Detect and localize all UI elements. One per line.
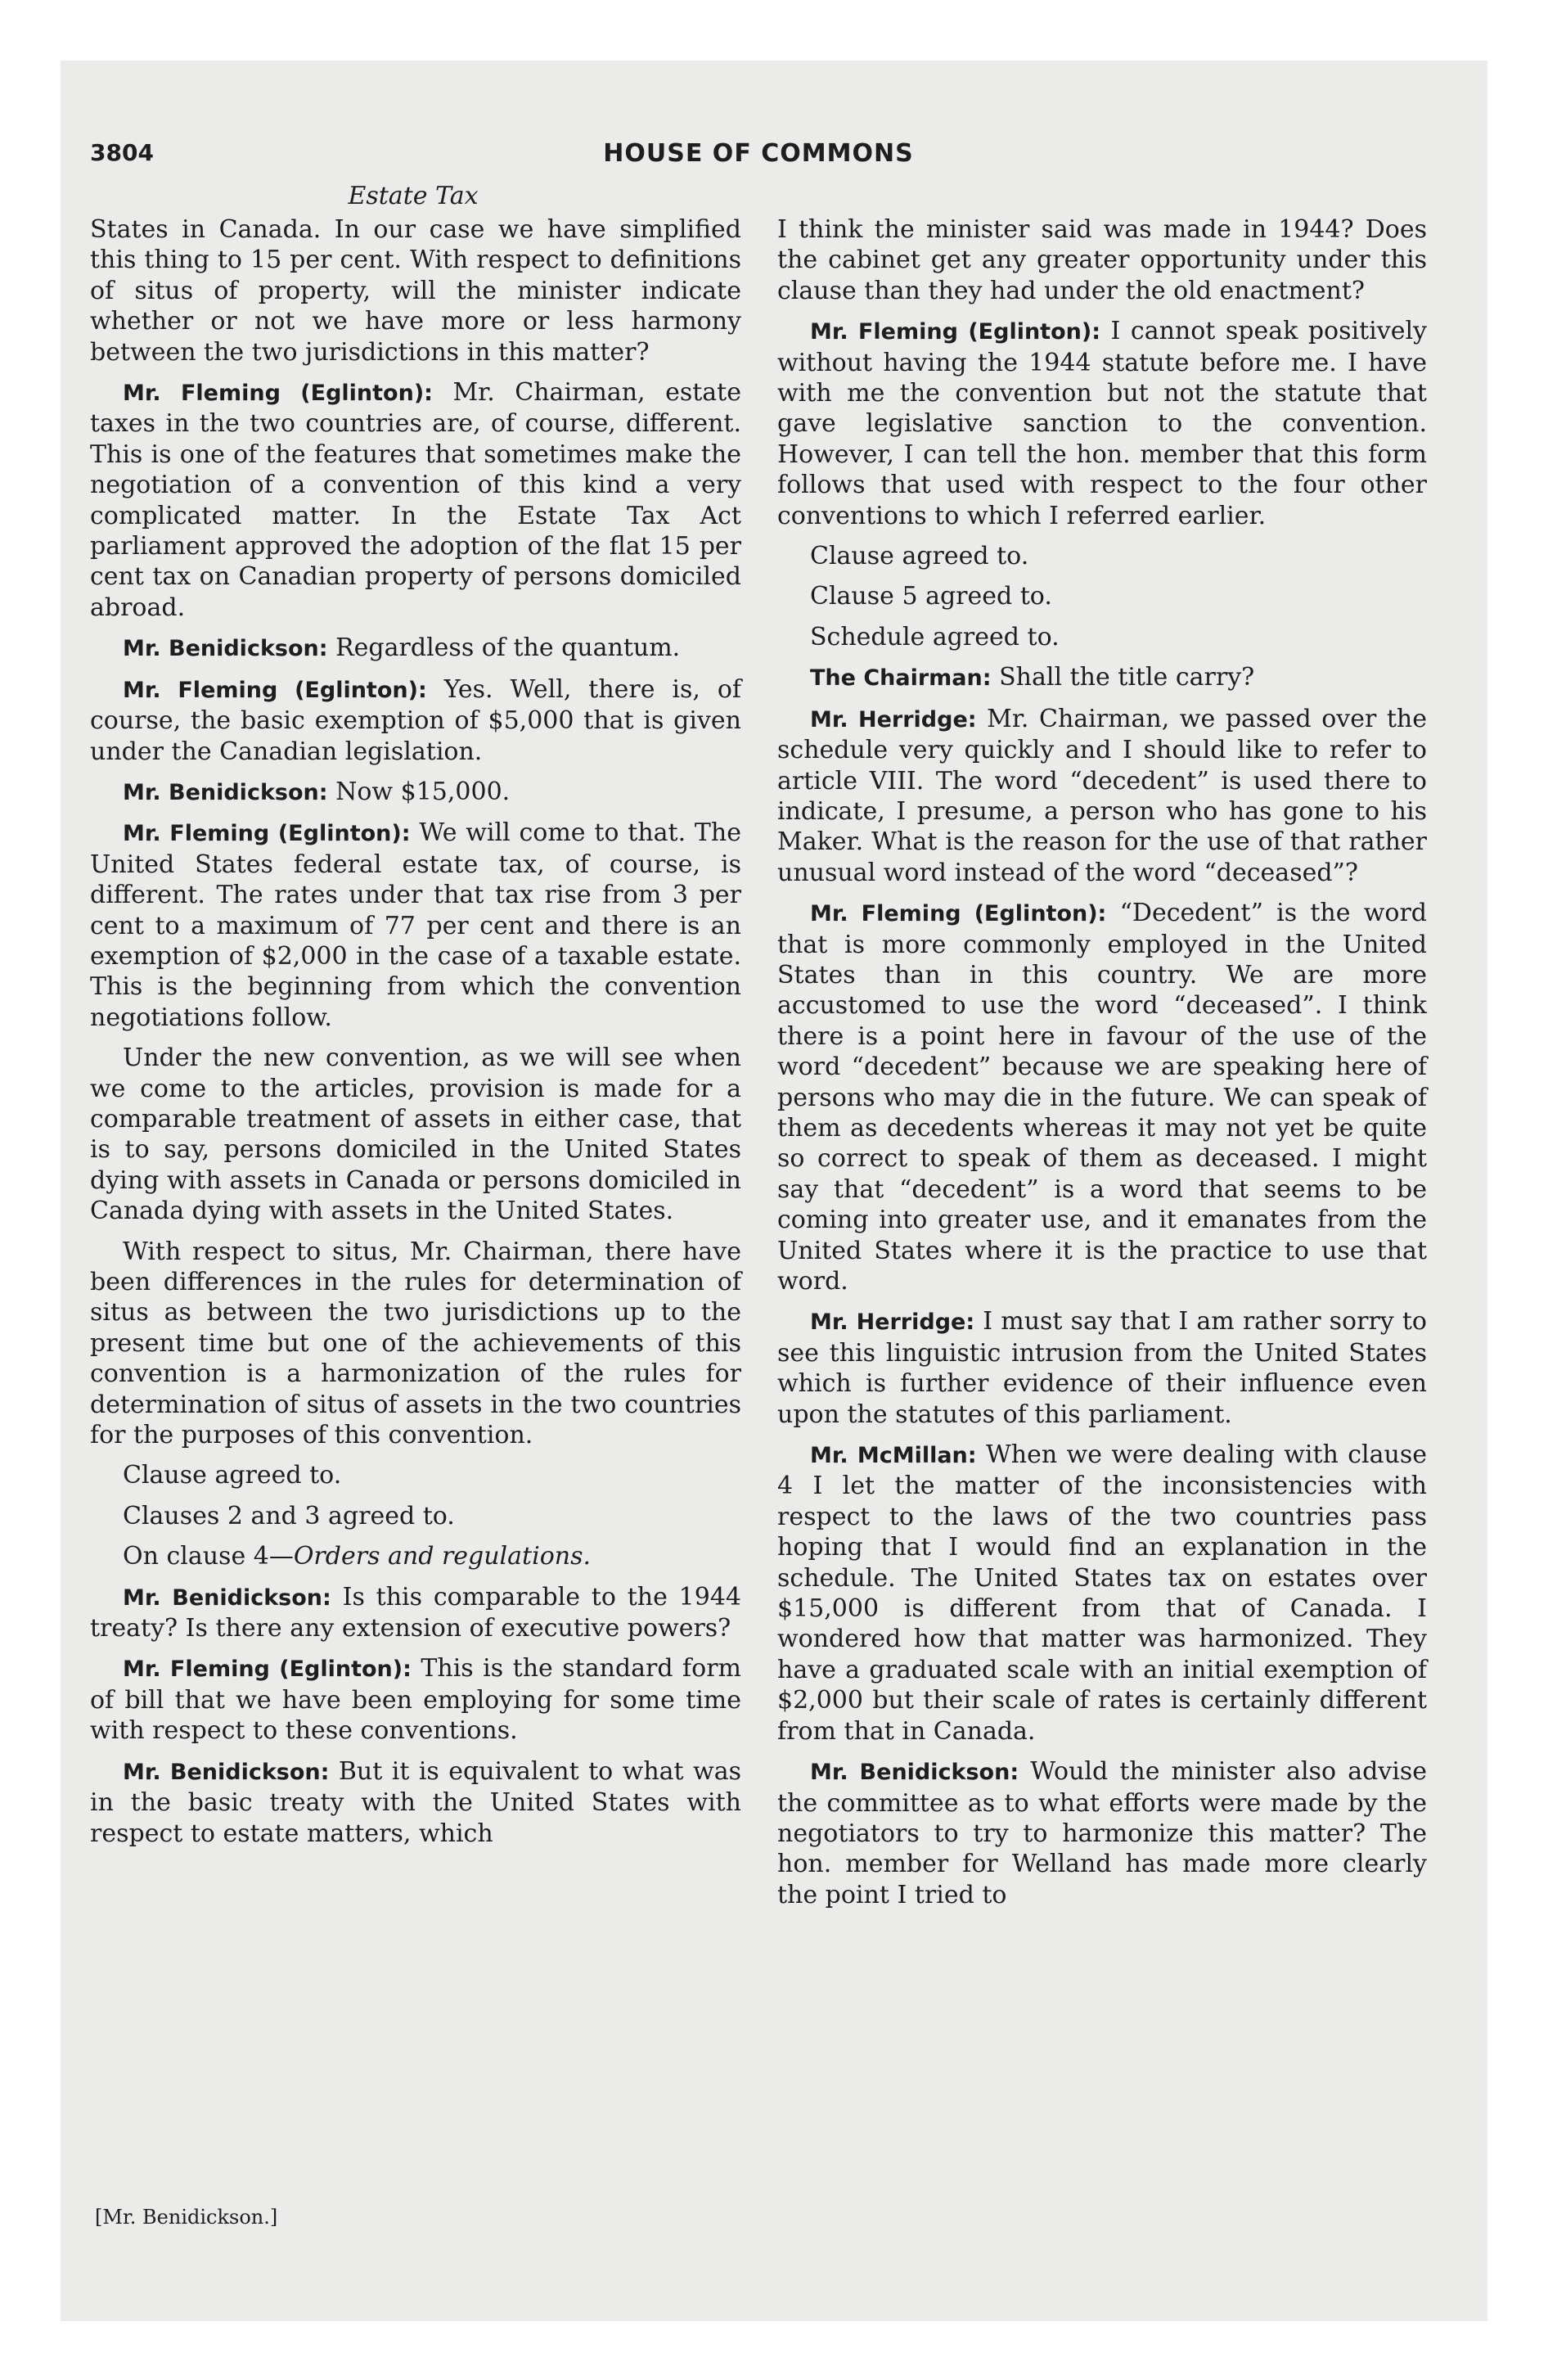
speaker-name: Mr. Benidickson: [810,1760,1019,1786]
paragraph [90,214,741,367]
page-number: 3804 [90,139,154,166]
paragraph [777,1306,1427,1430]
paragraph [777,898,1427,1296]
paragraph-text: States in Canada. In our case we have simplified this thing to 15 per cent. With respect to definitions of situs of property, will the minister indicate whether or not we have more or less harmony between the two jurisdictions in this matter? [90,215,741,367]
paragraph-text: But it is equivalent to what was in the basic treaty with the United States with respect to estate matters, which [90,1756,741,1848]
speaker-name: Mr. Benidickson: [123,1759,330,1785]
paragraph-text: When we were dealing with clause 4 I let the matter of the inconsistencies with respect to the laws of the two countries pass hoping that I would find an explanation in the schedule. The United States tax on estates over $15,000 is different from that of Canada. I wondered how that matter was harmonized. They have a graduated scale with an initial exemption of $2,000 but their scale of rates is certainly different from that in Canada. [777,1440,1427,1746]
paragraph [777,316,1427,531]
paragraph [777,662,1427,693]
paragraph-text: Clause agreed to. [810,542,1029,571]
running-head: HOUSE OF COMMONS [603,139,914,168]
speaker-name: Mr. McMillan: [810,1443,977,1469]
paragraph-text: Schedule agreed to. [810,622,1060,651]
paragraph [90,1582,741,1644]
paragraph [90,674,741,767]
speaker-name: Mr. Fleming (Eglinton): [123,677,427,703]
speaker-name: Mr. Benidickson: [123,636,328,662]
paragraph [777,581,1427,611]
paragraph-text: On clause 4— [123,1542,294,1571]
paragraph-text: Clause 5 agreed to. [810,582,1052,611]
paragraph-text: This is the standard form of bill that we have been employing for some time with respect to these conventions. [90,1654,741,1746]
paragraph [90,1460,741,1490]
paragraph-text: I think the minister said was made in 1944? Does the cabinet get any greater opportunity under this clause than they had under the old enactment? [777,215,1427,305]
paragraph [777,622,1427,652]
paragraph-text: Under the new convention, as we will see when we come to the articles, provision is made for a comparable treatment of assets in either case, that is to say, persons domiciled in the United States dying with assets in Canada or persons domiciled in Canada dying with assets in the United States. [90,1044,741,1226]
paragraph-text: Now $15,000. [335,777,511,806]
speaker-name: Mr. Herridge: [810,1309,975,1336]
paragraph-text: Is this comparable to the 1944 treaty? Is there any extension of executive powers? [90,1582,742,1643]
paragraph [90,777,741,808]
right-column [777,214,1427,1920]
paragraph-text: Mr. Chairman, we passed over the schedule very quickly and I should like to refer to article VIII. The word “decedent” is used there to indicate, I presume, a person who has gone to his Maker. What is the reason for the use of that rather unusual word instead of the word “deceased”? [777,704,1427,887]
speaker-name: Mr. Benidickson: [123,779,328,805]
speaker-name: Mr. Fleming (Eglinton): [123,821,411,847]
paragraph [90,818,741,1033]
paragraph-text: I cannot speak positively without having the 1944 statute before me. I have with me the convention but not the statute that gave legislative sanction to the convention. However, I can tell the hon. member that this form follows that used with respect to the four other conventions to which I referred earlier. [777,317,1427,530]
paragraph-text: Would the minister also advise the committee as to what efforts were made by the negotiators to try to harmonize this matter? The hon. member for Welland has made more clearly the point I tried to [777,1757,1427,1909]
paragraph-text: Clauses 2 and 3 agreed to. [123,1501,455,1530]
paragraph [90,1501,741,1531]
speaker-name: Mr. Fleming (Eglinton): [123,1657,412,1683]
paragraph-text: With respect to situs, Mr. Chairman, there have been differences in the rules for determination of situs as between the two jurisdictions up to the present time but one of the achievements of this convention is a harmonization of the rules for determination of situs of assets in the two countries for the purposes of this convention. [90,1237,741,1450]
paragraph [90,1653,741,1746]
speaker-name: Mr. Benidickson: [123,1584,331,1611]
paragraph-text: “Decedent” is the word that is more commonly employed in the United States than in this country. We are more accustomed to use the word “deceased”. I think there is a point here in favour of the use of the word “decedent” because we are speaking here of persons who may die in the future. We can speak of them as decedents whereas it may not yet be quite so correct to speak of them as deceased. I might say that “decedent” is a word that seems to be coming into greater use, and it emanates from the United States where it is the practice to use that word. [777,899,1427,1296]
speaker-name: Mr. Fleming (Eglinton): [810,901,1107,927]
paragraph [777,1440,1427,1747]
paragraph [777,214,1427,306]
paragraph [90,633,741,664]
paragraph-text: Clause agreed to. [123,1461,342,1490]
paragraph [777,1756,1427,1910]
paragraph-text: I must say that I am rather sorry to see this linguistic intrusion from the United States which is further evidence of their influence even upon the statutes of this parliament. [777,1307,1427,1429]
speaker-name: Mr. Fleming (Eglinton): [123,381,433,407]
speaker-name: Mr. Fleming (Eglinton): [810,319,1100,345]
left-column [90,214,741,1859]
section-title: Estate Tax [348,182,479,210]
paragraph [90,1043,741,1226]
page-header [90,139,1427,180]
paragraph [90,377,741,623]
paragraph [90,1237,741,1451]
speaker-name: The Chairman: [810,665,992,692]
footer-note: [Mr. Benidickson.] [95,2206,278,2229]
paragraph-text: Regardless of the quantum. [335,633,681,663]
paragraph-text: Yes. Well, there is, of course, the basic exemption of $5,000 that is given under the Canadian legislation. [90,674,742,766]
paragraph-text: Mr. Chairman, estate taxes in the two countries are, of course, different. This is one of the features that sometimes make the negotiation of a convention of this kind a very complicated matter. In the Estate Tax Act parliament approved the adoption of the flat 15 per cent tax on Canadian property of persons domiciled abroad. [90,378,741,622]
paragraph [777,541,1427,571]
paragraph [90,1756,741,1849]
paragraph-text: Shall the title carry? [999,663,1255,692]
paragraph [777,704,1427,888]
paragraph [90,1541,741,1571]
paragraph-text: We will come to that. The United States federal estate tax, of course, is different. The rates under that tax rise from 3 per cent to a maximum of 77 per cent and there is an exemption of $2,000 in the case of a taxable estate. This is the beginning from which the convention negotiations follow. [90,818,741,1032]
clause-heading: Orders and regulations. [293,1542,592,1571]
speaker-name: Mr. Herridge: [810,706,977,732]
